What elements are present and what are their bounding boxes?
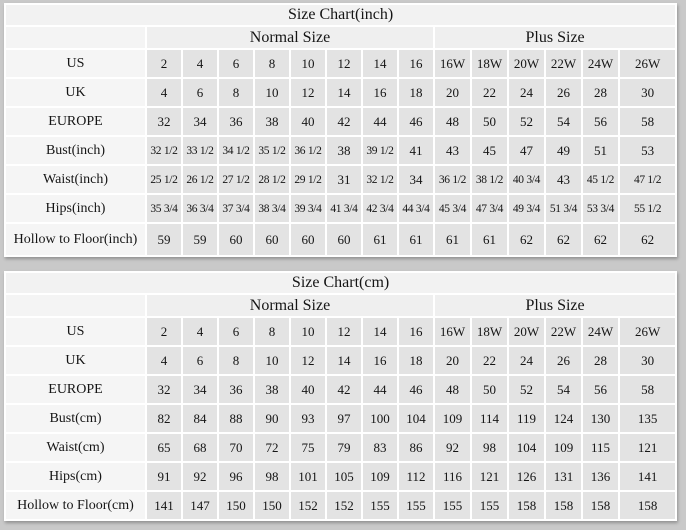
size-value-cell: 10 — [291, 50, 325, 77]
size-value-cell: 121 — [620, 434, 675, 461]
size-value-cell: 53 3/4 — [583, 195, 618, 222]
size-value-cell: 92 — [435, 434, 470, 461]
size-value-cell: 22 — [472, 79, 507, 106]
size-value-cell: 24W — [583, 50, 618, 77]
size-value-cell: 92 — [183, 463, 217, 490]
table-row — [6, 376, 675, 403]
size-chart-inch-table — [4, 3, 677, 257]
size-value-cell: 12 — [291, 347, 325, 374]
size-value-cell: 2 — [147, 50, 181, 77]
row-label: UK — [6, 347, 145, 374]
size-value-cell: 72 — [255, 434, 289, 461]
size-value-cell: 14 — [327, 79, 361, 106]
size-value-cell: 98 — [472, 434, 507, 461]
size-value-cell: 49 3/4 — [509, 195, 544, 222]
size-value-cell: 16W — [435, 50, 470, 77]
table-row — [6, 195, 675, 222]
size-value-cell: 56 — [583, 108, 618, 135]
table-row — [6, 318, 675, 345]
title-row — [6, 273, 675, 293]
size-value-cell: 86 — [399, 434, 433, 461]
size-value-cell: 101 — [291, 463, 325, 490]
size-value-cell: 109 — [363, 463, 397, 490]
size-value-cell: 105 — [327, 463, 361, 490]
size-value-cell: 40 3/4 — [509, 166, 544, 193]
table-row — [6, 108, 675, 135]
size-value-cell: 100 — [363, 405, 397, 432]
size-value-cell: 32 1/2 — [147, 137, 181, 164]
size-value-cell: 75 — [291, 434, 325, 461]
plus-size-header: Plus Size — [435, 27, 675, 48]
size-value-cell: 36 — [219, 108, 253, 135]
size-value-cell: 16W — [435, 318, 470, 345]
plus-size-header: Plus Size — [435, 295, 675, 316]
table-row — [6, 137, 675, 164]
size-value-cell: 55 1/2 — [620, 195, 675, 222]
size-value-cell: 43 — [546, 166, 581, 193]
row-label: Waist(cm) — [6, 434, 145, 461]
size-value-cell: 44 — [363, 376, 397, 403]
size-value-cell: 61 — [399, 224, 433, 255]
size-value-cell: 26W — [620, 50, 675, 77]
size-value-cell: 112 — [399, 463, 433, 490]
size-value-cell: 62 — [509, 224, 544, 255]
size-value-cell: 93 — [291, 405, 325, 432]
normal-size-header: Normal Size — [147, 27, 433, 48]
size-value-cell: 26W — [620, 318, 675, 345]
size-value-cell: 12 — [291, 79, 325, 106]
size-value-cell: 47 3/4 — [472, 195, 507, 222]
table-title: Size Chart(inch) — [6, 5, 675, 25]
size-value-cell: 54 — [546, 376, 581, 403]
size-value-cell: 32 — [147, 108, 181, 135]
size-value-cell: 38 3/4 — [255, 195, 289, 222]
size-value-cell: 79 — [327, 434, 361, 461]
size-value-cell: 38 — [255, 376, 289, 403]
size-value-cell: 82 — [147, 405, 181, 432]
size-value-cell: 52 — [509, 376, 544, 403]
size-value-cell: 8 — [219, 79, 253, 106]
size-value-cell: 155 — [472, 492, 507, 519]
size-value-cell: 155 — [363, 492, 397, 519]
size-value-cell: 14 — [363, 318, 397, 345]
size-value-cell: 6 — [183, 79, 217, 106]
row-label: Waist(inch) — [6, 166, 145, 193]
size-value-cell: 45 — [472, 137, 507, 164]
size-value-cell: 30 — [620, 347, 675, 374]
size-value-cell: 52 — [509, 108, 544, 135]
table-row — [6, 79, 675, 106]
size-value-cell: 4 — [147, 79, 181, 106]
table-row — [6, 347, 675, 374]
size-value-cell: 24 — [509, 79, 544, 106]
size-value-cell: 20W — [509, 318, 544, 345]
size-value-cell: 70 — [219, 434, 253, 461]
size-value-cell: 14 — [327, 347, 361, 374]
size-value-cell: 136 — [583, 463, 618, 490]
size-value-cell: 96 — [219, 463, 253, 490]
size-value-cell: 60 — [219, 224, 253, 255]
size-value-cell: 27 1/2 — [219, 166, 253, 193]
table-row — [6, 50, 675, 77]
size-value-cell: 20W — [509, 50, 544, 77]
size-value-cell: 10 — [255, 79, 289, 106]
corner-cell — [6, 295, 145, 316]
title-row — [6, 5, 675, 25]
size-value-cell: 158 — [509, 492, 544, 519]
row-label: Hollow to Floor(cm) — [6, 492, 145, 519]
size-value-cell: 60 — [327, 224, 361, 255]
size-value-cell: 42 — [327, 376, 361, 403]
size-value-cell: 121 — [472, 463, 507, 490]
size-value-cell: 18W — [472, 50, 507, 77]
size-value-cell: 104 — [399, 405, 433, 432]
size-value-cell: 25 1/2 — [147, 166, 181, 193]
size-value-cell: 42 — [327, 108, 361, 135]
size-value-cell: 6 — [219, 318, 253, 345]
row-label: Hips(inch) — [6, 195, 145, 222]
size-value-cell: 126 — [509, 463, 544, 490]
size-value-cell: 38 — [255, 108, 289, 135]
size-value-cell: 40 — [291, 376, 325, 403]
row-label: Bust(inch) — [6, 137, 145, 164]
size-value-cell: 48 — [435, 108, 470, 135]
size-value-cell: 51 — [583, 137, 618, 164]
size-value-cell: 56 — [583, 376, 618, 403]
size-value-cell: 104 — [509, 434, 544, 461]
size-value-cell: 10 — [255, 347, 289, 374]
size-value-cell: 98 — [255, 463, 289, 490]
size-value-cell: 18 — [399, 79, 433, 106]
size-value-cell: 39 3/4 — [291, 195, 325, 222]
size-value-cell: 152 — [291, 492, 325, 519]
size-value-cell: 12 — [327, 50, 361, 77]
size-value-cell: 44 — [363, 108, 397, 135]
size-value-cell: 114 — [472, 405, 507, 432]
size-value-cell: 34 — [183, 108, 217, 135]
size-value-cell: 46 — [399, 376, 433, 403]
size-value-cell: 124 — [546, 405, 581, 432]
size-chart-cm-table — [4, 271, 677, 521]
row-label: US — [6, 50, 145, 77]
size-value-cell: 90 — [255, 405, 289, 432]
size-value-cell: 41 3/4 — [327, 195, 361, 222]
size-value-cell: 8 — [219, 347, 253, 374]
size-value-cell: 150 — [255, 492, 289, 519]
size-value-cell: 34 — [399, 166, 433, 193]
table-row — [6, 463, 675, 490]
size-value-cell: 14 — [363, 50, 397, 77]
size-value-cell: 42 3/4 — [363, 195, 397, 222]
size-value-cell: 46 — [399, 108, 433, 135]
size-value-cell: 24 — [509, 347, 544, 374]
size-value-cell: 28 1/2 — [255, 166, 289, 193]
size-value-cell: 16 — [363, 347, 397, 374]
group-header-row — [6, 295, 675, 316]
size-value-cell: 44 3/4 — [399, 195, 433, 222]
size-value-cell: 53 — [620, 137, 675, 164]
table-row — [6, 492, 675, 519]
size-value-cell: 130 — [583, 405, 618, 432]
size-value-cell: 150 — [219, 492, 253, 519]
size-value-cell: 49 — [546, 137, 581, 164]
table-row — [6, 434, 675, 461]
size-value-cell: 39 1/2 — [363, 137, 397, 164]
size-value-cell: 38 1/2 — [472, 166, 507, 193]
size-value-cell: 36 1/2 — [435, 166, 470, 193]
size-value-cell: 58 — [620, 108, 675, 135]
size-value-cell: 97 — [327, 405, 361, 432]
size-value-cell: 31 — [327, 166, 361, 193]
size-value-cell: 131 — [546, 463, 581, 490]
row-label: Hips(cm) — [6, 463, 145, 490]
table-row — [6, 405, 675, 432]
size-value-cell: 20 — [435, 79, 470, 106]
size-value-cell: 88 — [219, 405, 253, 432]
size-value-cell: 35 1/2 — [255, 137, 289, 164]
size-value-cell: 34 — [183, 376, 217, 403]
table-row — [6, 224, 675, 255]
row-label: US — [6, 318, 145, 345]
row-label: UK — [6, 79, 145, 106]
size-value-cell: 40 — [291, 108, 325, 135]
size-value-cell: 147 — [183, 492, 217, 519]
size-value-cell: 36 1/2 — [291, 137, 325, 164]
size-value-cell: 60 — [291, 224, 325, 255]
size-value-cell: 48 — [435, 376, 470, 403]
size-value-cell: 26 — [546, 347, 581, 374]
row-label: EUROPE — [6, 108, 145, 135]
size-value-cell: 62 — [620, 224, 675, 255]
size-value-cell: 18W — [472, 318, 507, 345]
size-value-cell: 10 — [291, 318, 325, 345]
size-value-cell: 47 — [509, 137, 544, 164]
size-value-cell: 4 — [147, 347, 181, 374]
size-value-cell: 6 — [219, 50, 253, 77]
size-value-cell: 50 — [472, 376, 507, 403]
size-value-cell: 36 — [219, 376, 253, 403]
size-value-cell: 158 — [583, 492, 618, 519]
size-value-cell: 32 1/2 — [363, 166, 397, 193]
size-value-cell: 68 — [183, 434, 217, 461]
size-value-cell: 141 — [147, 492, 181, 519]
size-value-cell: 61 — [363, 224, 397, 255]
size-value-cell: 62 — [583, 224, 618, 255]
size-value-cell: 35 3/4 — [147, 195, 181, 222]
size-value-cell: 45 1/2 — [583, 166, 618, 193]
size-value-cell: 58 — [620, 376, 675, 403]
size-value-cell: 54 — [546, 108, 581, 135]
size-value-cell: 91 — [147, 463, 181, 490]
size-value-cell: 109 — [435, 405, 470, 432]
size-value-cell: 28 — [583, 347, 618, 374]
size-value-cell: 115 — [583, 434, 618, 461]
size-value-cell: 24W — [583, 318, 618, 345]
size-value-cell: 8 — [255, 318, 289, 345]
size-value-cell: 2 — [147, 318, 181, 345]
size-value-cell: 22 — [472, 347, 507, 374]
normal-size-header: Normal Size — [147, 295, 433, 316]
size-value-cell: 47 1/2 — [620, 166, 675, 193]
size-value-cell: 61 — [435, 224, 470, 255]
size-value-cell: 59 — [147, 224, 181, 255]
size-value-cell: 37 3/4 — [219, 195, 253, 222]
table-row — [6, 166, 675, 193]
row-label: Hollow to Floor(inch) — [6, 224, 145, 255]
size-value-cell: 8 — [255, 50, 289, 77]
size-value-cell: 59 — [183, 224, 217, 255]
size-value-cell: 16 — [399, 50, 433, 77]
size-value-cell: 109 — [546, 434, 581, 461]
size-value-cell: 158 — [546, 492, 581, 519]
size-value-cell: 38 — [327, 137, 361, 164]
size-value-cell: 155 — [435, 492, 470, 519]
size-value-cell: 60 — [255, 224, 289, 255]
size-value-cell: 116 — [435, 463, 470, 490]
size-value-cell: 20 — [435, 347, 470, 374]
size-value-cell: 32 — [147, 376, 181, 403]
size-value-cell: 6 — [183, 347, 217, 374]
size-value-cell: 41 — [399, 137, 433, 164]
size-value-cell: 155 — [399, 492, 433, 519]
size-value-cell: 16 — [363, 79, 397, 106]
table-title: Size Chart(cm) — [6, 273, 675, 293]
size-value-cell: 152 — [327, 492, 361, 519]
size-value-cell: 158 — [620, 492, 675, 519]
size-value-cell: 29 1/2 — [291, 166, 325, 193]
group-header-row — [6, 27, 675, 48]
size-value-cell: 4 — [183, 50, 217, 77]
size-value-cell: 65 — [147, 434, 181, 461]
size-value-cell: 18 — [399, 347, 433, 374]
size-value-cell: 16 — [399, 318, 433, 345]
size-value-cell: 26 — [546, 79, 581, 106]
size-value-cell: 51 3/4 — [546, 195, 581, 222]
size-value-cell: 30 — [620, 79, 675, 106]
size-value-cell: 45 3/4 — [435, 195, 470, 222]
row-label: Bust(cm) — [6, 405, 145, 432]
row-label: EUROPE — [6, 376, 145, 403]
size-value-cell: 83 — [363, 434, 397, 461]
size-value-cell: 12 — [327, 318, 361, 345]
size-value-cell: 26 1/2 — [183, 166, 217, 193]
size-value-cell: 141 — [620, 463, 675, 490]
size-value-cell: 33 1/2 — [183, 137, 217, 164]
size-value-cell: 22W — [546, 318, 581, 345]
size-value-cell: 36 3/4 — [183, 195, 217, 222]
size-value-cell: 43 — [435, 137, 470, 164]
size-value-cell: 135 — [620, 405, 675, 432]
size-value-cell: 119 — [509, 405, 544, 432]
size-value-cell: 28 — [583, 79, 618, 106]
size-value-cell: 50 — [472, 108, 507, 135]
corner-cell — [6, 27, 145, 48]
size-value-cell: 84 — [183, 405, 217, 432]
size-value-cell: 61 — [472, 224, 507, 255]
size-value-cell: 4 — [183, 318, 217, 345]
size-value-cell: 62 — [546, 224, 581, 255]
size-value-cell: 34 1/2 — [219, 137, 253, 164]
size-value-cell: 22W — [546, 50, 581, 77]
